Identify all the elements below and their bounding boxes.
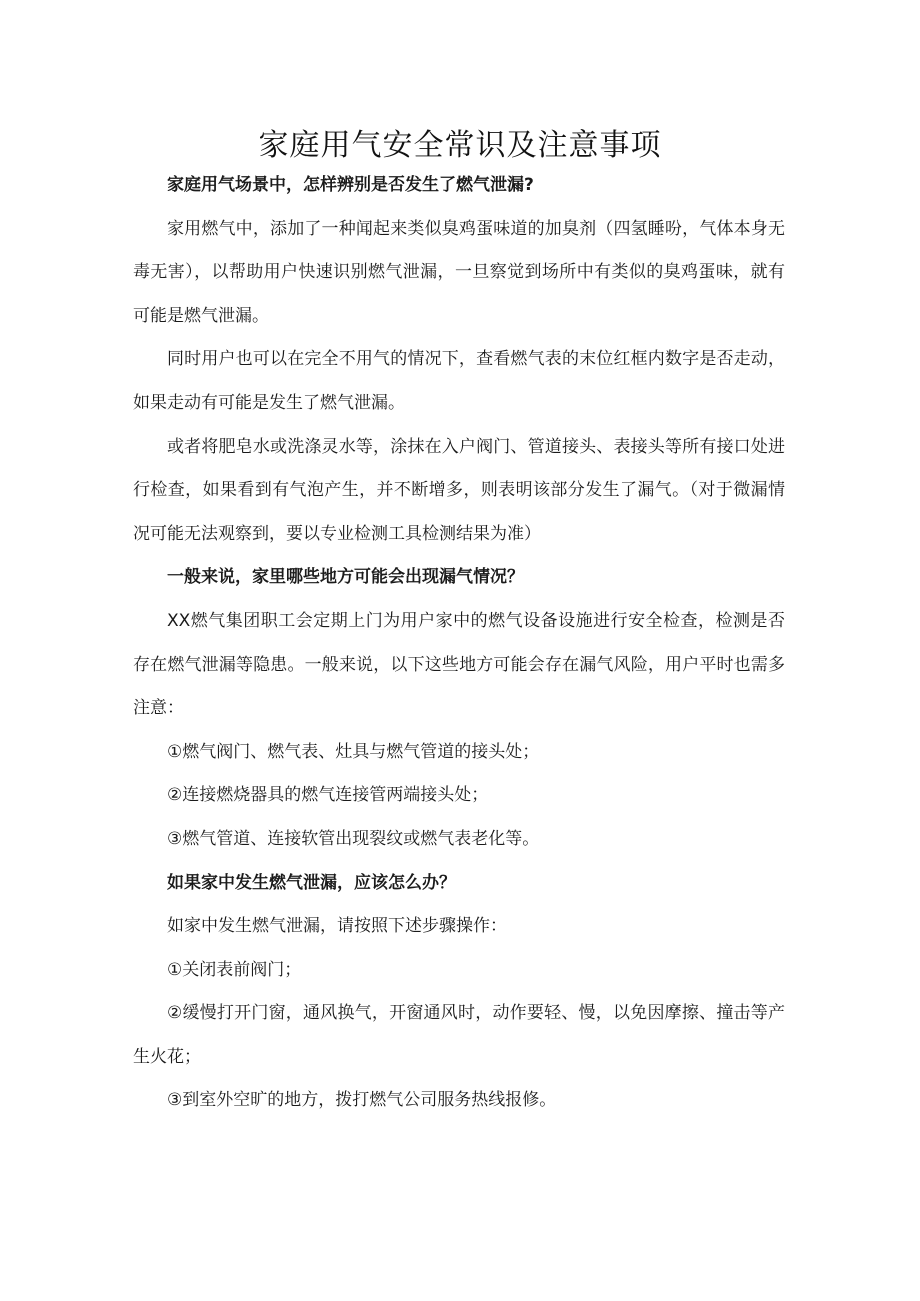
section-heading-leak-locations: 一般来说，家里哪些地方可能会出现漏气情况？ (167, 567, 524, 588)
list-item-step-2: ②缓慢打开门窗，通风换气，开窗通风时，动作要轻、慢，以免因摩擦、撞击等产生火花； (133, 1003, 785, 1067)
paragraph-soap-test: 或者将肥皂水或洗涤灵水等，涂抹在入户阀门、管道接头、表接头等所有接口处进行检查，如果看到有气泡产生，并不断增多，则表明该部分发生了漏气。（对于微漏情况可能无法观察到，要以专业检测工具检测结果为准） (133, 436, 785, 544)
paragraph-steps-intro: 如家中发生燃气泄漏，请按照下述步骤操作： (167, 916, 507, 937)
document-title: 家庭用气安全常识及注意事项 (258, 128, 662, 164)
list-item-step-3: ③到室外空旷的地方，拨打燃气公司服务热线报修。 (167, 1090, 557, 1111)
paragraph-inspection: XX燃气集团职工会定期上门为用户家中的燃气设备设施进行安全检查，检测是否存在燃气泄漏等隐患。一般来说，以下这些地方可能会存在漏气风险，用户平时也需多注意： (133, 610, 785, 719)
list-item-leak-location-2: ②连接燃烧器具的燃气连接管两端接头处； (167, 785, 489, 806)
paragraph-meter-check: 同时用户也可以在完全不用气的情况下，查看燃气表的末位红框内数字是否走动，如果走动有可能是发生了燃气泄漏。 (133, 349, 785, 413)
list-item-leak-location-1: ①燃气阀门、燃气表、灶具与燃气管道的接头处； (167, 741, 540, 762)
list-item-leak-location-3: ③燃气管道、连接软管出现裂纹或燃气表老化等。 (167, 828, 540, 849)
section-heading-what-to-do: 如果家中发生燃气泄漏，应该怎么办？ (167, 872, 456, 893)
paragraph-odorant: 家用燃气中，添加了一种闻起来类似臭鸡蛋味道的加臭剂（四氢睡吩，气体本身无毒无害），以帮助用户快速识别燃气泄漏，一旦察觉到场所中有类似的臭鸡蛋味，就有可能是燃气泄漏。 (133, 218, 785, 326)
document-body (133, 164, 785, 1123)
list-item-step-1: ①关闭表前阀门； (167, 959, 302, 980)
section-heading-identify-leak: 家庭用气场景中，怎样辨别是否发生了燃气泄漏? (167, 175, 534, 195)
